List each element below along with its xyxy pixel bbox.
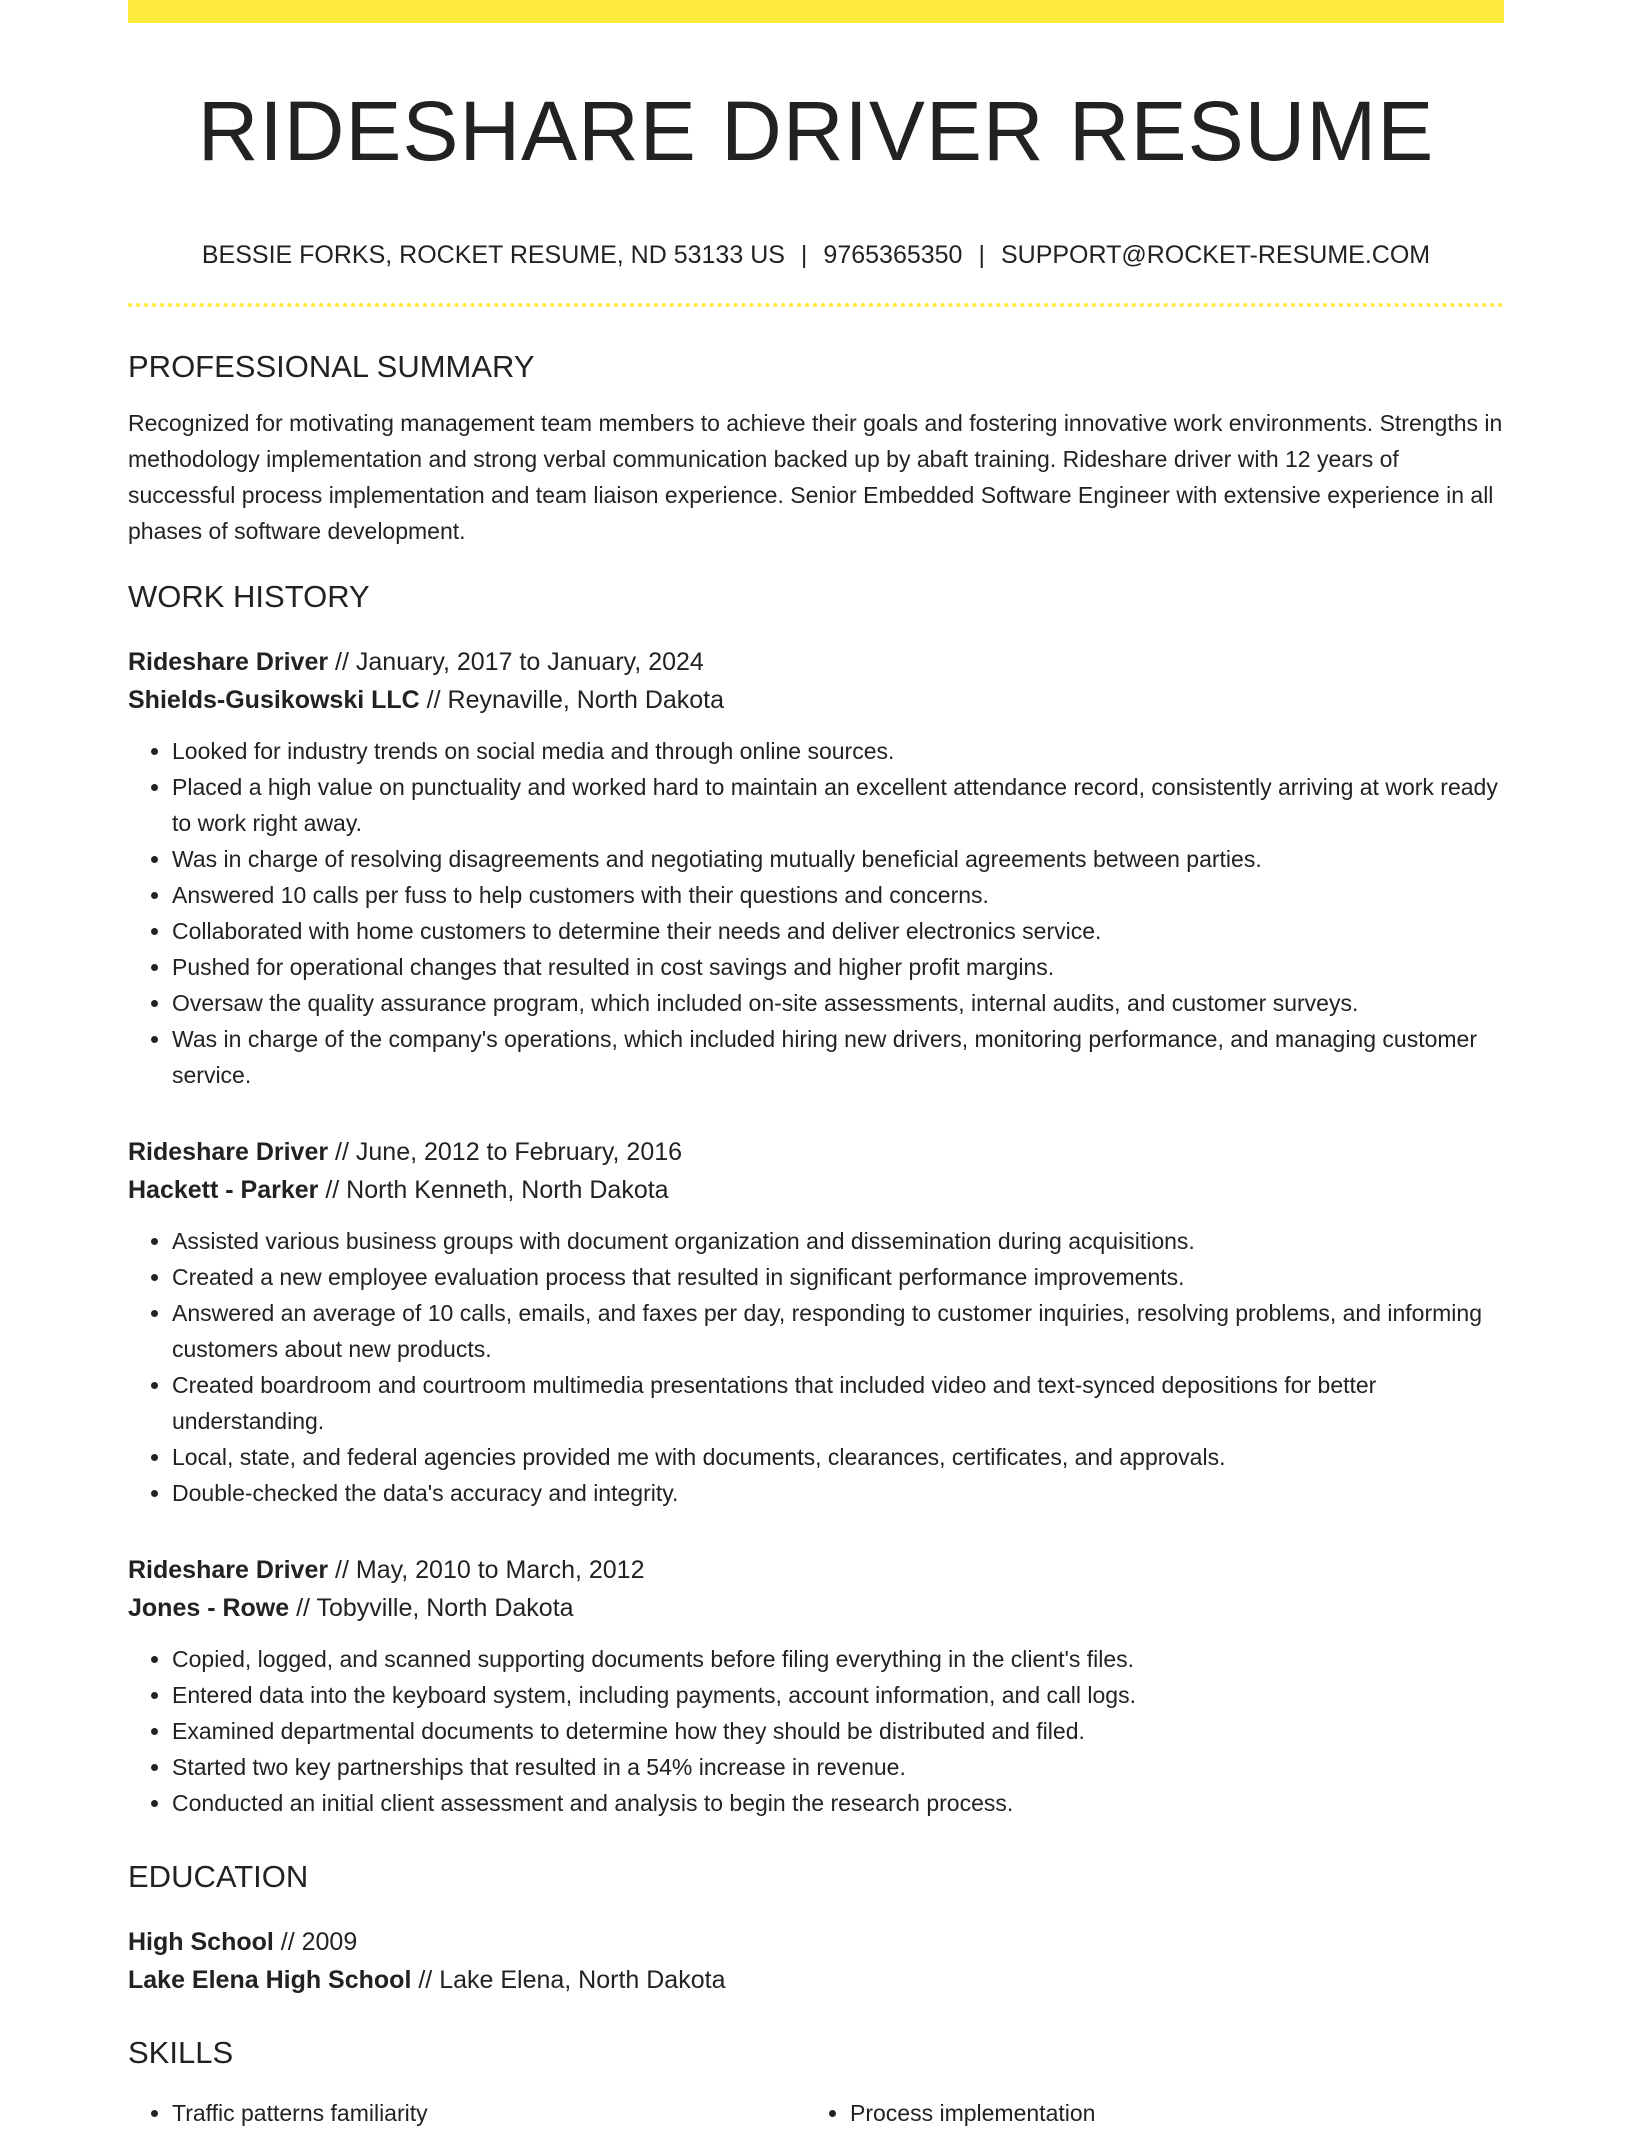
list-item: • Was in charge of the company's operations, which included hiring new drivers, monitoring performance, and managing customer service. (172, 1021, 1504, 1093)
list-item: • Copied, logged, and scanned supporting documents before filing everything in the client's files. (172, 1641, 1504, 1677)
work-history-heading: WORK HISTORY (128, 579, 370, 614)
skills-heading: SKILLS (128, 2035, 234, 2070)
dotted-divider (128, 303, 1504, 307)
list-item: • Traffic patterns familiarity (172, 2095, 806, 2131)
accent-top-bar (128, 0, 1504, 23)
job-bullets (128, 1223, 1504, 1511)
job-location: // Reynaville, North Dakota (419, 686, 725, 714)
list-item: • Pushed for operational changes that resulted in cost savings and higher profit margins. (172, 949, 1504, 985)
contact-address: BESSIE FORKS, ROCKET RESUME, ND 53133 US (201, 241, 785, 269)
job-location: // Tobyville, North Dakota (289, 1594, 574, 1622)
list-item: • Process implementation (850, 2095, 1484, 2131)
contact-separator: | (800, 241, 808, 269)
skills-list-right (806, 2095, 1484, 2131)
summary-text: Recognized for motivating management team members to achieve their goals and fostering innovative work environments. Strengths in methodology implementation and strong verbal communication backed up by abaft training. Rideshare driver with 12 years of successful process implementation and team liaison experience. Senior Embedded Software Engineer with extensive experience in all phases of software development. (128, 410, 1503, 544)
list-item: • Created a new employee evaluation process that resulted in significant performance improvements. (172, 1259, 1504, 1295)
education-year: // 2009 (273, 1928, 358, 1956)
list-item: • Looked for industry trends on social media and through online sources. (172, 733, 1504, 769)
contact-separator: | (978, 241, 985, 269)
education-entry (128, 1923, 1504, 1999)
contact-line (128, 239, 1504, 271)
resume-page (128, 0, 1504, 2131)
list-item: • Collaborated with home customers to determine their needs and deliver electronics service. (172, 913, 1504, 949)
job-location: // North Kenneth, North Dakota (318, 1176, 669, 1204)
job-company-line (128, 1589, 1504, 1627)
contact-phone: 9765365350 (823, 241, 963, 269)
education-location: // Lake Elena, North Dakota (411, 1966, 726, 1994)
job-title: Rideshare Driver (128, 1556, 329, 1584)
job-entry-3 (128, 1551, 1504, 1821)
contact-email: SUPPORT@ROCKET-RESUME.COM (1000, 241, 1431, 269)
list-item: • Answered an average of 10 calls, emails, and faxes per day, responding to customer inquiries, resolving problems, and informing customers about new products. (172, 1295, 1504, 1367)
job-company: Shields-Gusikowski LLC (128, 686, 420, 714)
list-item: • Placed a high value on punctuality and worked hard to maintain an excellent attendance record, consistently arriving at work ready to work right away. (172, 769, 1504, 841)
list-item: • Created boardroom and courtroom multimedia presentations that included video and text-synced depositions for better understanding. (172, 1367, 1504, 1439)
job-dates: // January, 2017 to January, 2024 (328, 648, 704, 676)
education-degree-line (128, 1923, 1504, 1961)
job-dates: // June, 2012 to February, 2016 (328, 1138, 683, 1166)
job-entry-1 (128, 643, 1504, 1093)
list-item: • Oversaw the quality assurance program, which included on-site assessments, internal audits, and customer surveys. (172, 985, 1504, 1021)
job-bullets (128, 733, 1504, 1093)
list-item: • Started two key partnerships that resulted in a 54% increase in revenue. (172, 1749, 1504, 1785)
job-company-line (128, 1171, 1504, 1209)
list-item: • Double-checked the data's accuracy and integrity. (172, 1475, 1504, 1511)
education-degree: High School (128, 1928, 274, 1956)
summary-heading: PROFESSIONAL SUMMARY (128, 349, 535, 384)
list-item: • Assisted various business groups with document organization and dissemination during acquisitions. (172, 1223, 1504, 1259)
job-title-line (128, 1551, 1504, 1589)
job-title: Rideshare Driver (128, 1138, 329, 1166)
education-school: Lake Elena High School (128, 1966, 412, 1994)
resume-title: RIDESHARE DRIVER RESUME (197, 84, 1435, 178)
list-item: • Local, state, and federal agencies provided me with documents, clearances, certificates, and approvals. (172, 1439, 1504, 1475)
list-item: • Entered data into the keyboard system, including payments, account information, and call logs. (172, 1677, 1504, 1713)
job-entry-2 (128, 1133, 1504, 1511)
list-item: • Was in charge of resolving disagreements and negotiating mutually beneficial agreements between parties. (172, 841, 1504, 877)
job-title-line (128, 643, 1504, 681)
job-title-line (128, 1133, 1504, 1171)
job-dates: // May, 2010 to March, 2012 (328, 1556, 645, 1584)
job-bullets (128, 1641, 1504, 1821)
job-title: Rideshare Driver (128, 648, 329, 676)
skills-list-left (128, 2095, 806, 2131)
list-item: • Conducted an initial client assessment and analysis to begin the research process. (172, 1785, 1504, 1821)
skills-grid (128, 2095, 1504, 2131)
job-company: Jones - Rowe (128, 1594, 290, 1622)
education-heading: EDUCATION (128, 1859, 309, 1894)
job-company-line (128, 681, 1504, 719)
job-company: Hackett - Parker (128, 1176, 319, 1204)
education-school-line (128, 1961, 1504, 1999)
list-item: • Answered 10 calls per fuss to help customers with their questions and concerns. (172, 877, 1504, 913)
list-item: • Examined departmental documents to determine how they should be distributed and filed. (172, 1713, 1504, 1749)
